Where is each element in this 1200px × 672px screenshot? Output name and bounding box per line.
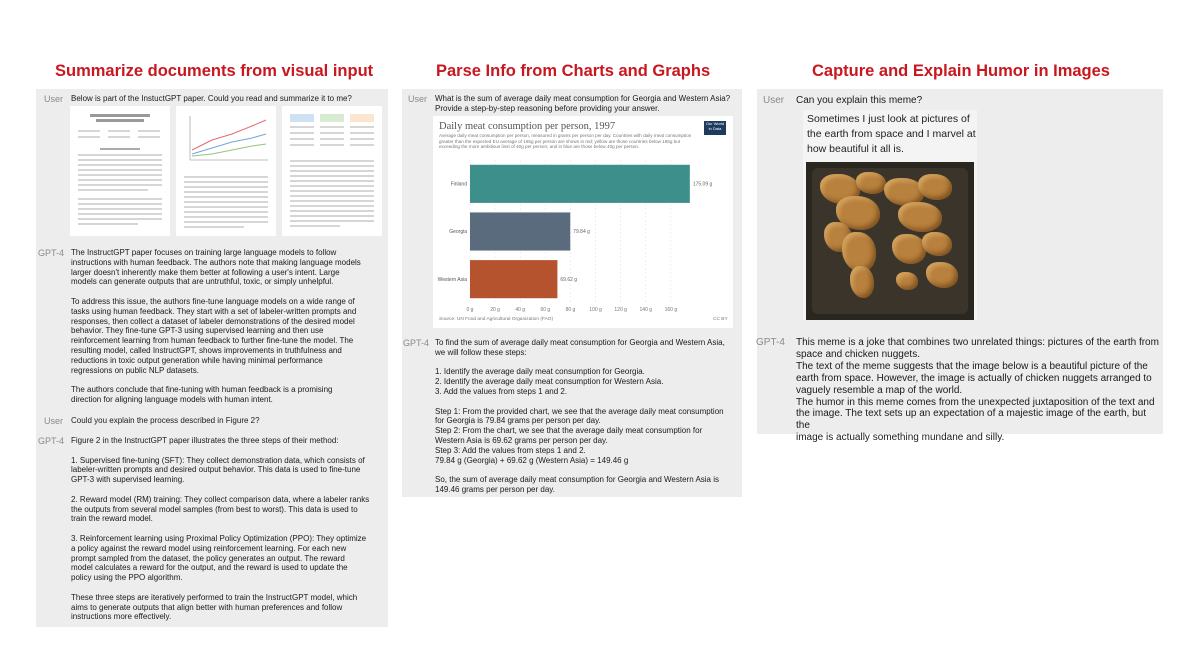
paper-page-thumbnail: [282, 106, 382, 236]
response-paragraph: To address this issue, the authors fine-tune language models on a wide range of tasks using human feedback. They start with a set of labeler-written prompts and responses, then collect a dataset of labeler demonstrations of the desired model behavior. They fine-tune GPT-3 using supervised learning and then use reinforcement learning from human feedback to further fine-tune the model. The resulting model, called InstructGPT, shows improvements in truthfulness and reductions in toxic output generation while having minimal performance regressions on public NLP datasets.: [71, 296, 357, 375]
section-title-humor: Capture and Explain Humor in Images: [812, 62, 1110, 80]
chart-bar: [470, 212, 570, 250]
user-label: User: [44, 416, 64, 426]
chart-title: Daily meat consumption per person, 1997: [439, 121, 616, 132]
response-line: This meme is a joke that combines two unrelated things: pictures of the earth from: [796, 337, 1159, 348]
section-title-summarize: Summarize documents from visual input: [55, 62, 374, 80]
user-label: User: [763, 95, 785, 106]
value-label: 69.62 g: [560, 276, 578, 283]
chart-source: Source: UN Food and Agricultural Organization (FAO): [439, 317, 554, 322]
chart-bar: [470, 165, 690, 203]
response-line: vaguely resemble a map of the world.: [796, 384, 963, 396]
gpt4-response: [71, 436, 386, 622]
x-tick-label: 160 g: [664, 307, 678, 313]
x-tick-label: 100 g: [589, 307, 602, 313]
x-tick-label: 80 g: [565, 307, 576, 313]
response-line: earth from space. However, the image is actually of chicken nuggets arranged to: [796, 372, 1152, 384]
response-paragraph: To find the sum of average daily meat consumption for Georgia and Western Asia, we will follow these steps:: [435, 338, 725, 357]
paper-page-thumbnail: [70, 106, 170, 236]
gpt4-label: GPT-4: [38, 248, 65, 258]
response-paragraph: Step 1: From the provided chart, we see that the average daily meat consumption for Georgia is 79.84 grams per person per day. Step 2: From the chart, we see that the average daily meat consumption for Western Asia is 69.62 grams per person per day. Step 3: Add the values from steps 1 and 2. 79.84 g (Georgia) + 69.62 g (Western Asia) = 149.46 g: [435, 406, 724, 465]
user-message: Could you explain the process described in Figure 2?: [71, 416, 260, 425]
gpt4-label: GPT-4: [38, 436, 65, 446]
response-line: the image. The text sets up an expectation of a majestic image of the earth, but the: [796, 408, 1147, 432]
user-label: User: [408, 94, 428, 104]
meme-image: [803, 110, 977, 320]
gpt4-response: [71, 248, 386, 405]
chart-bar: [470, 260, 557, 298]
response-line: image is actually something mundane and silly.: [796, 432, 1005, 444]
gpt4-response: [796, 337, 1160, 444]
response-line: The humor in this meme comes from the unexpected juxtaposition of the text and: [796, 396, 1155, 408]
value-label: 79.84 g: [573, 229, 590, 236]
category-label: Western Asia: [437, 276, 467, 283]
category-label: Georgia: [449, 229, 467, 236]
response-paragraph: So, the sum of average daily meat consumption for Georgia and Western Asia is 149.46 grams per person per day.: [435, 475, 719, 494]
user-message: [435, 94, 740, 114]
gpt4-label: GPT-4: [403, 338, 430, 348]
chart-plot-area: [433, 116, 733, 328]
meat-consumption-chart: [433, 116, 733, 328]
x-tick-label: 60 g: [540, 307, 551, 313]
response-paragraph: The authors conclude that fine-tuning with human feedback is a promising direction for aligning language models with human intent.: [71, 385, 333, 404]
response-paragraph: The InstructGPT paper focuses on training large language models to follow instructions with human feedback. The authors note that making language models larger doesn't inherently make them better at following a user's intent. Large models can generate outputs that are untruthful, toxic, or simply unhelpful.: [71, 248, 361, 287]
user-message: Can you explain this meme?: [796, 95, 923, 106]
chart-license: CC BY: [713, 317, 728, 322]
user-message-text: What is the sum of average daily meat consumption for Georgia and Western Asia? Provide a step-by-step reasoning before providing your answer.: [435, 94, 731, 113]
response-paragraph: 2. Reward model (RM) training: They collect comparison data, where a labeler ranks the outputs from several model samples (from best to worst). This data is used to train the reward model.: [71, 494, 370, 524]
x-tick-label: 20 g: [490, 307, 500, 313]
gpt4-label: GPT-4: [756, 337, 785, 348]
meme-caption: Sometimes I just look at pictures of the earth from space and I marvel at how beautiful it all is.: [807, 113, 976, 155]
user-message: Below is part of the InstuctGPT paper. Could you read and summarize it to me?: [71, 94, 352, 103]
response-paragraph: 1. Supervised fine-tuning (SFT): They collect demonstration data, which consists of labeler-written prompts and desired output behavior. This data is used to fine-tune GPT-3 with supervised learning.: [71, 455, 365, 485]
x-tick-label: 40 g: [515, 307, 526, 313]
user-label: User: [44, 94, 64, 104]
response-paragraph: These three steps are iteratively performed to train the InstructGPT model, which aims to generate outputs that align better with human preferences and follow instructions more effectively.: [71, 592, 358, 622]
our-world-in-data-logo: Our World in Data: [704, 121, 726, 135]
paper-page-thumbnail: [176, 106, 276, 236]
chart-subtitle: Average daily meat consumption per person, measured in grams per person per day. Countries with daily meat consumption greater than the expected EU average of 165g per person are shown in red; yellow are those countries below 165g but exceeding the more ambitious limit of 40g per person; and in blue are those below 40g per person.: [439, 133, 692, 150]
response-line: space and chicken nuggets.: [796, 348, 920, 360]
response-paragraph: 3. Reinforcement learning using Proximal Policy Optimization (PPO): They optimize a policy against the reward model using reinforcement learning. For each new prompt sampled from the dataset, the policy generates an output. The reward model calculates a reward for the output, and the reward is used to update the policy using the PPO algorithm.: [71, 533, 367, 583]
x-tick-label: 140 g: [639, 307, 653, 313]
category-label: Finland: [450, 181, 467, 188]
x-tick-label: 0 g: [466, 307, 474, 313]
response-line: The text of the meme suggests that the image below is a beautiful picture of the: [796, 360, 1148, 372]
value-label: 175.09 g: [692, 181, 713, 188]
x-tick-label: 120 g: [614, 307, 627, 313]
chicken-nuggets-photo: [806, 162, 974, 320]
section-title-charts: Parse Info from Charts and Graphs: [436, 62, 711, 80]
response-paragraph: 1. Identify the average daily meat consumption for Georgia. 2. Identify the average daily meat consumption for Western Asia. 3. Add the values from steps 1 and 2.: [435, 367, 664, 396]
response-paragraph: Figure 2 in the InstructGPT paper illustrates the three steps of their method:: [71, 436, 339, 445]
gpt4-response: [435, 338, 740, 495]
